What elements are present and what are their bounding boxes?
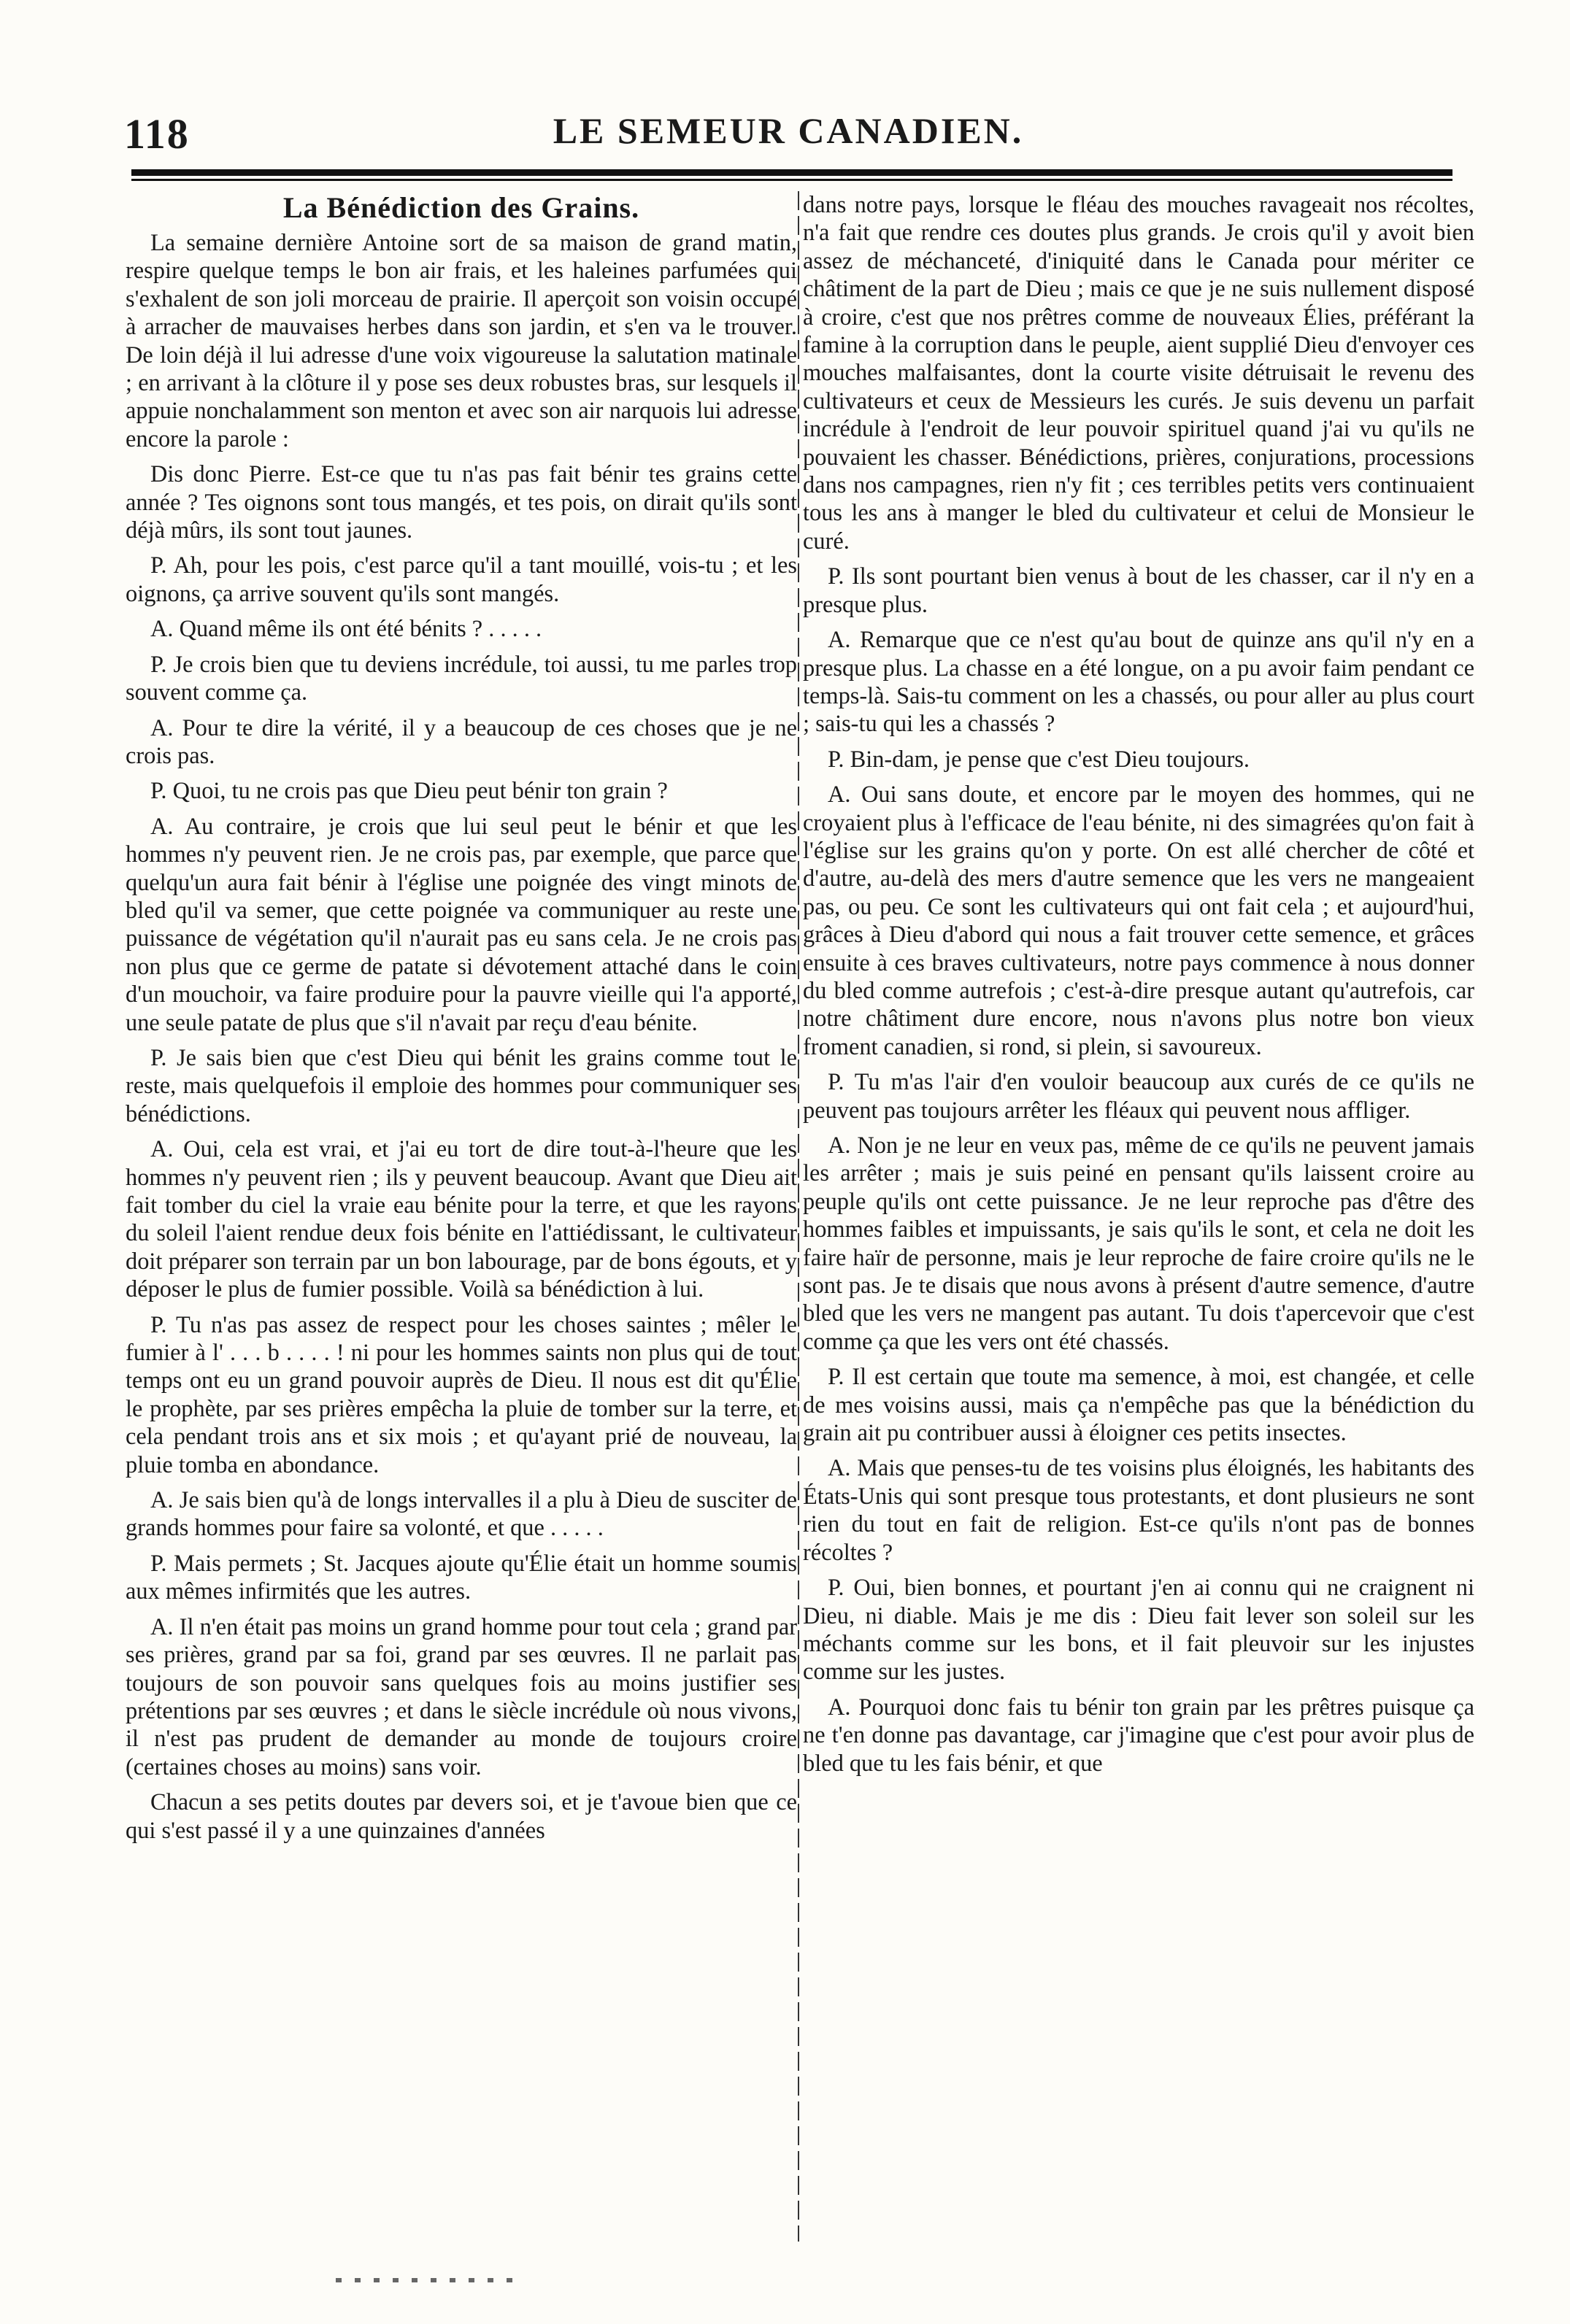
paragraph: Chacun a ses petits doutes par devers soi, et je t'avoue bien que ce qui s'est passé il y a une quinzaines d'années	[126, 1789, 797, 1844]
header-rule-thick	[131, 169, 1452, 176]
paragraph: A. Pourquoi donc fais tu bénir ton grain par les prêtres puisque ça ne t'en donne pas davantage, car j'imagine que c'est pour avoir plus de bled que tu les fais bénir, et que	[803, 1694, 1474, 1777]
paragraph: Dis donc Pierre. Est-ce que tu n'as pas fait bénir tes grains cette année ? Tes oignons sont tous mangés, et tes pois, on dirait qu'ils sont déjà mûrs, ils sont tout jaunes.	[126, 461, 797, 544]
paragraph: A. Je sais bien qu'à de longs intervalles il a plu à Dieu de susciter de grands hommes pour faire sa volonté, et que . . . . .	[126, 1487, 797, 1542]
paragraph: A. Quand même ils ont été bénits ? . . . . .	[150, 616, 542, 643]
paragraph: A. Il n'en était pas moins un grand homme pour tout cela ; grand par ses prières, grand par sa foi, grand par ses œuvres. Il ne parlait pas toujours de son pouvoir sans quelques fois au moins justifier ses prétentions par ses œuvres ; et dans le siècle incrédule où nous vivons, il n'est pas prudent de demander au monde de toujours croire (certaines choses au moins) sans voir.	[126, 1613, 797, 1780]
paragraph: P. Ah, pour les pois, c'est parce qu'il a tant mouillé, vois-tu ; et les oignons, ça arrive souvent qu'ils sont mangés.	[126, 552, 797, 607]
paragraph: A. Pour te dire la vérité, il y a beaucoup de ces choses que je ne crois pas.	[126, 714, 797, 769]
paragraph: P. Il est certain que toute ma semence, à moi, est changée, et celle de mes voisins aussi, mais ça n'empêche pas que la bénédiction du grain ait pu contribuer aussi à éloigner ces petits insectes.	[803, 1364, 1474, 1447]
paragraph: A. Au contraire, je crois que lui seul peut le bénir et que les hommes n'y peuvent rien. Je ne crois pas, par exemple, que parce que quelqu'un aura fait bénir à l'église une poignée des vingt minots de bled qu'il va semer, que cette poignée va communiquer au reste une puissance de végétation qu'il n'aurait pas eu sans cela. Je ne crois pas non plus que ce germe de patate si dévotement attaché dans le coin d'un mouchoir, va faire produire pour la pauvre vieille qui l'a apporté, une seule patate de plus que s'il n'avait par reçu d'eau bénite.	[126, 813, 797, 1036]
paragraph: P. Je sais bien que c'est Dieu qui bénit les grains comme tout le reste, mais quelquefois il emploie des hommes pour communiquer ses bénédictions.	[126, 1044, 797, 1127]
paragraph: A. Oui, cela est vrai, et j'ai eu tort de dire tout-à-l'heure que les hommes n'y peuvent rien ; ils y peuvent beaucoup. Avant que Dieu ait fait tomber du ciel la vraie eau bénite pour la terre, et que les rayons du soleil l'aient rendue deux fois bénite en l'attiédissant, le cultivateur doit préparer son terrain par un bon labourage, par de bons égouts, et y déposer le plus de fumier possible. Voilà sa bénédiction à lui.	[126, 1136, 797, 1303]
masthead	[124, 109, 1452, 168]
right-column	[803, 191, 1474, 1785]
page-number: 118	[124, 110, 190, 158]
paragraph: A. Mais que penses-tu de tes voisins plus éloignés, les habitants des États-Unis qui sont presque tous protestants, et dont plusieurs ne sont rien du tout en fait de religion. Est-ce qu'ils n'ont pas de bonnes récoltes ?	[803, 1455, 1474, 1566]
paragraph: P. Je crois bien que tu deviens incrédule, toi aussi, tu me parles trop souvent comme ça.	[126, 651, 797, 706]
paragraph: P. Mais permets ; St. Jacques ajoute qu'Élie était un homme soumis aux mêmes infirmités que les autres.	[126, 1550, 797, 1605]
article-title: La Bénédiction des Grains.	[282, 191, 640, 224]
paragraph: P. Bin-dam, je pense que c'est Dieu toujours.	[828, 746, 1250, 773]
header-rule-thin	[131, 179, 1452, 181]
paragraph: P. Quoi, tu ne crois pas que Dieu peut bénir ton grain ?	[150, 778, 668, 805]
paragraph: P. Ils sont pourtant bien venus à bout de les chasser, car il n'y en a presque plus.	[803, 563, 1474, 618]
column-divider	[798, 191, 799, 2242]
footer-dash-rule	[336, 2278, 526, 2282]
paragraph: P. Tu m'as l'air d'en vouloir beaucoup aux curés de ce qu'ils ne peuvent pas toujours arrêter les fléaux qui peuvent nous affliger.	[803, 1069, 1474, 1124]
paragraph: La semaine dernière Antoine sort de sa maison de grand matin, respire quelque temps le bon air frais, et les haleines parfumées qui s'exhalent de son joli morceau de prairie. Il aperçoit son voisin occupé à arracher de mauvaises herbes dans son jardin, et s'en va le trouver. De loin déjà il lui adresse d'une voix vigoureuse la salutation matinale ; en arrivant à la clôture il y pose ses deux robustes bras, sur lesquels il appuie nonchalamment son menton et avec son air narquois lui adresse encore la parole :	[126, 230, 797, 452]
paragraph: dans notre pays, lorsque le fléau des mouches ravageait nos récoltes, n'a fait que rendre ces doutes plus grands. Je crois qu'il y avoit bien assez de méchanceté, d'iniquité dans le Canada pour mériter ce châtiment de la part de Dieu ; mais ce que je ne suis nullement disposé à croire, c'est que nos prêtres comme de nouveaux Élies, préférant la famine à la corruption dans le peuple, aient supplié Dieu d'envoyer ces mouches malfaisantes, dont la courte visite détruisait le revenu des cultivateurs et ceux de Messieurs les curés. Je suis devenu un parfait incrédule à l'endroit de leur pouvoir spirituel quand j'ai vu qu'ils ne pouvaient les chasser. Bénédictions, prières, conjurations, processions dans nos campagnes, rien n'y fit ; ces terribles petits vers continuaient tous les ans à manger le bled du cultivateur et celui de Monsieur le curé.	[803, 192, 1474, 555]
paragraph: P. Oui, bien bonnes, et pourtant j'en ai connu qui ne craignent ni Dieu, ni diable. Mais je me dis : Dieu fait lever son soleil sur les méchants comme sur les bons, et il fait pleuvoir sur les injustes comme sur les justes.	[803, 1575, 1474, 1686]
running-title: LE SEMEUR CANADIEN.	[553, 110, 1024, 151]
paragraph: A. Non je ne leur en veux pas, même de ce qu'ils ne peuvent jamais les arrêter ; mais je suis peiné en pensant qu'ils laissent croire au peuple qu'ils ont cette puissance. Je ne leur reproche pas d'être des hommes faibles et impuissants, je sais qu'ils le sont, et cela ne doit les faire haïr de personne, mais je leur reproche de faire croire qu'ils ne le sont pas. Je te disais que nous avons à présent d'autre semence, d'autre bled que les vers ne mangent pas autant. Tu dois t'apercevoir que c'est comme ça que les vers ont été chassés.	[803, 1132, 1474, 1355]
paragraph: P. Tu n'as pas assez de respect pour les choses saintes ; mêler le fumier à l' . . . b . . . . ! ni pour les hommes saints non plus qui de tout temps ont eu un grand pouvoir auprès de Dieu. Il nous est dit qu'Élie le prophète, par ses prières empêcha la pluie de tomber sur la terre, et cela pendant trois ans et six mois ; et qu'ayant prié de nouveau, la pluie tomba en abondance.	[126, 1311, 797, 1478]
paragraph: A. Oui sans doute, et encore par le moyen des hommes, qui ne croyaient plus à l'efficace de l'eau bénite, ni des simagrées qu'on fait à l'église sur les grains qu'on y porte. On est allé chercher de côté et d'autre, au-delà des mers d'autre semence que les vers ne mangeaient pas, ou peu. Ce sont les cultivateurs qui ont fait cela ; et aujourd'hui, grâces à Dieu d'abord qui nous a fait trouver cette semence, et grâces ensuite à ces braves cultivateurs, notre pays commence à nous donner du bled comme autrefois ; c'est-à-dire presque autant qu'autrefois, car notre châtiment dure encore, nous n'avons plus notre bon vieux froment canadien, si rond, si plein, si savoureux.	[803, 781, 1474, 1060]
left-column	[126, 191, 797, 1852]
paragraph: A. Remarque que ce n'est qu'au bout de quinze ans qu'il n'y en a presque plus. La chasse en a été longue, on a pu avoir faim pendant ce temps-là. Sais-tu comment on les a chassés, ou pour aller au plus court ; sais-tu qui les a chassés ?	[803, 627, 1474, 738]
